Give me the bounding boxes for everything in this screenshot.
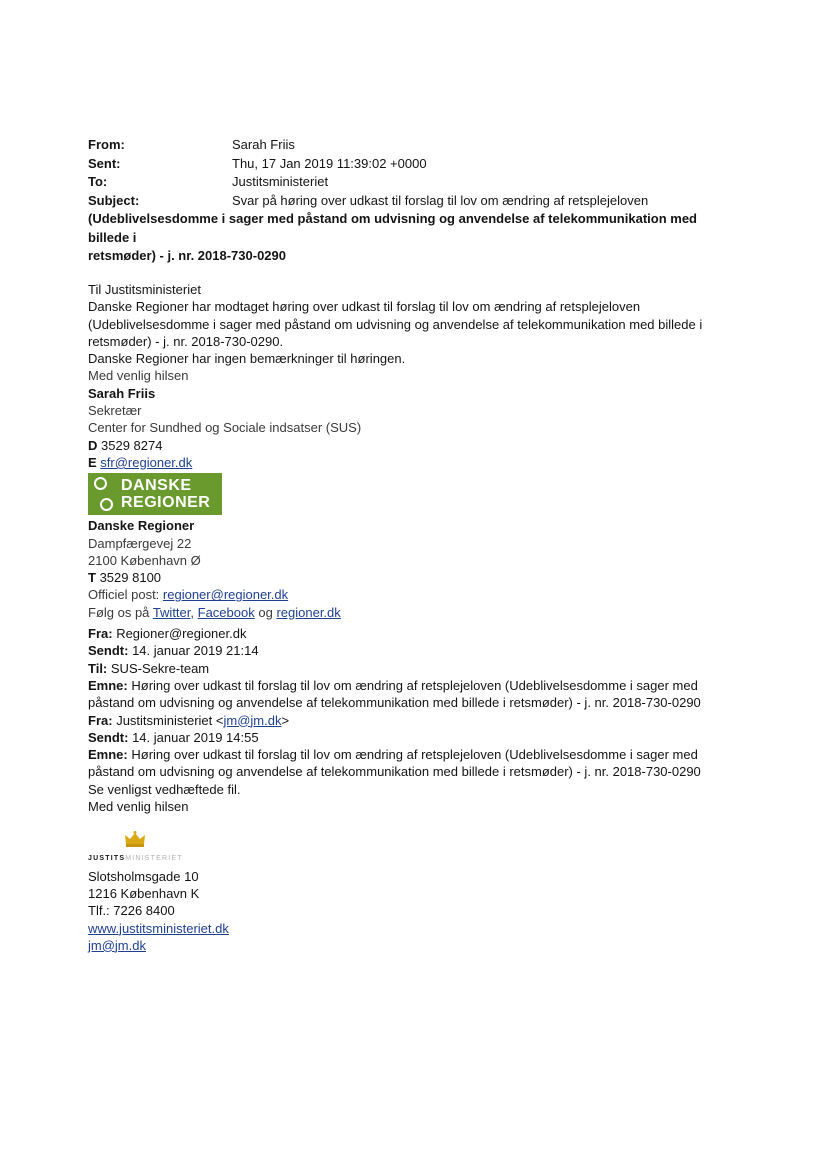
follow-comma: , <box>190 604 195 620</box>
fwd1-to-label: Til: <box>88 660 108 676</box>
fwd1-to-value: SUS-Sekre-team <box>110 660 210 676</box>
signature-email <box>88 454 738 471</box>
fwd2-sent-value: 14. januar 2019 14:55 <box>132 729 259 745</box>
phone-value: 3529 8274 <box>101 437 163 453</box>
jm-email-link[interactable]: jm@jm.dk <box>88 937 146 953</box>
fwd1-subject-label: Emne: <box>88 677 128 693</box>
org-tel <box>88 569 738 586</box>
fwd2-note: Se venligst vedhæftede fil. <box>88 781 241 797</box>
org-street: Dampfærgevej 22 <box>88 535 192 551</box>
para1-line-1: Danske Regioner har modtaget høring over udkast til forslag til lov om ændring af retsplejeloven <box>88 299 641 315</box>
subject-row <box>88 192 738 211</box>
subject-line-1: Svar på høring over udkast til forslag til lov om ændring af retsplejeloven <box>232 192 649 208</box>
para2: Danske Regioner har ingen bemærkninger til høringen. <box>88 351 406 367</box>
from-label: From: <box>88 137 125 152</box>
email-body <box>88 281 738 954</box>
from-row <box>88 136 738 155</box>
to-label: To: <box>88 174 108 189</box>
crown-icon <box>124 831 146 847</box>
follow-prefix: Følg os på <box>88 604 150 620</box>
fwd2-from-label: Fra: <box>88 712 113 728</box>
fwd2-sent-label: Sendt: <box>88 729 129 745</box>
logo-line-1: DANSKE <box>121 477 192 495</box>
email-label: E <box>88 454 97 470</box>
subject-label: Subject: <box>88 192 140 208</box>
org-name: Danske Regioner <box>88 518 195 534</box>
jm-wordmark-bold: JUSTITS <box>88 855 126 863</box>
forward-block-2 <box>88 712 738 816</box>
to-row <box>88 173 738 192</box>
fwd1-sent <box>88 642 738 659</box>
salutation: Til Justitsministeriet <box>88 282 201 297</box>
jm-wordmark-light: MINISTERIET <box>125 855 183 863</box>
regioner-rings-icon <box>94 477 116 511</box>
jm-website-link[interactable]: www.justitsministeriet.dk <box>88 920 229 936</box>
jm-email <box>88 937 738 954</box>
tel-label: T <box>88 570 96 586</box>
fwd2-from-name: Justitsministeriet <box>116 712 213 728</box>
from-value: Sarah Friis <box>232 137 295 152</box>
fwd1-subject-line-2: påstand om udvisning og anvendelse af telekommunikation med billede i retsmøder) - j. nr. 2018-730-0290 <box>88 695 701 711</box>
tel-value: 3529 8100 <box>99 570 162 586</box>
jm-city: 1216 København K <box>88 885 200 901</box>
fwd1-from <box>88 625 738 642</box>
sent-value: Thu, 17 Jan 2019 11:39:02 +0000 <box>232 155 427 171</box>
official-label: Officiel post: <box>88 587 160 603</box>
fwd2-subject-text-1: Høring over udkast til forslag til lov om ændring af retsplejeloven (Udeblivelsesdomme i sager med <box>131 747 698 763</box>
danske-regioner-logo <box>88 473 222 515</box>
signature-department: Center for Sundhed og Sociale indsatser (SUS) <box>88 420 362 436</box>
fwd2-closing: Med venlig hilsen <box>88 799 189 815</box>
fwd2-subject-line-1 <box>88 746 738 763</box>
para1-line-2: (Udeblivelsesdomme i sager med påstand om udvisning og anvendelse af telekommunikation med billede i <box>88 316 703 332</box>
jm-website <box>88 920 738 937</box>
twitter-link[interactable]: Twitter <box>152 604 191 620</box>
email-link[interactable]: sfr@regioner.dk <box>100 454 193 470</box>
fwd2-from <box>88 712 738 729</box>
to-value: Justitsministeriet <box>232 174 329 189</box>
fwd2-from-open: < <box>215 712 224 728</box>
follow-og: og <box>258 604 273 620</box>
signature-name: Sarah Friis <box>88 385 156 401</box>
subject-line-3: retsmøder) - j. nr. 2018-730-0290 <box>88 248 286 263</box>
fwd1-to <box>88 660 738 677</box>
fwd1-from-label: Fra: <box>88 626 113 642</box>
fwd1-subject-line-1 <box>88 677 738 694</box>
jm-wordmark <box>88 850 183 867</box>
fwd1-sent-value: 14. januar 2019 21:14 <box>132 643 259 659</box>
fwd1-sent-label: Sendt: <box>88 643 129 659</box>
logo-text <box>121 477 210 511</box>
org-city: 2100 København Ø <box>88 552 201 568</box>
official-post <box>88 586 738 603</box>
sent-row <box>88 155 738 174</box>
para1-line-3: retsmøder) - j. nr. 2018-730-0290. <box>88 333 284 349</box>
closing: Med venlig hilsen <box>88 368 189 384</box>
logo-line-2: REGIONER <box>121 494 211 512</box>
jm-street: Slotsholmsgade 10 <box>88 868 199 884</box>
fwd1-subject-text-1: Høring over udkast til forslag til lov om ændring af retsplejeloven (Udeblivelsesdomme i sager med <box>131 677 698 693</box>
fwd1-from-value: Regioner@regioner.dk <box>116 626 247 642</box>
fwd2-sent <box>88 729 738 746</box>
jm-phone: Tlf.: 7226 8400 <box>88 903 175 919</box>
fwd2-subject-line-2: påstand om udvisning og anvendelse af telekommunikation med billede i retsmøder) - j. nr. 2018-730-0290 <box>88 764 701 780</box>
phone-label: D <box>88 437 98 453</box>
website-link[interactable]: regioner.dk <box>276 604 341 620</box>
subject-line-2: (Udeblivelsesdomme i sager med påstand om udvisning og anvendelse af telekommunikation med billede i <box>88 211 697 245</box>
fwd2-from-email-link[interactable]: jm@jm.dk <box>223 712 282 728</box>
sent-label: Sent: <box>88 155 121 171</box>
justitsministeriet-logo <box>88 831 738 867</box>
facebook-link[interactable]: Facebook <box>197 604 255 620</box>
official-email-link[interactable]: regioner@regioner.dk <box>162 587 289 603</box>
forward-block-1 <box>88 625 738 711</box>
fwd2-from-close: > <box>281 712 290 728</box>
signature-title: Sekretær <box>88 403 142 419</box>
signature-phone <box>88 437 738 454</box>
email-header <box>88 136 738 266</box>
follow-line <box>88 604 738 621</box>
fwd2-subject-label: Emne: <box>88 747 128 763</box>
